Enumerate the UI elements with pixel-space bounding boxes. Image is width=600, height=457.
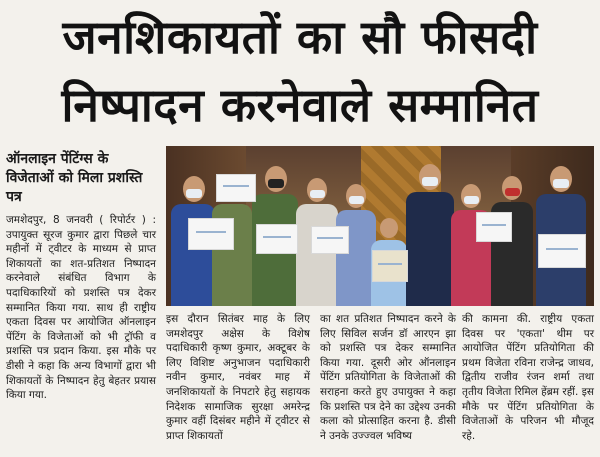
person-6	[406, 164, 454, 306]
headline-line-2: निष्पादन करनेवाले सम्मानित	[61, 78, 539, 132]
article-column-2: इस दौरान सितंबर माह के लिए जमशेदपुर अक्षेस के विशेष पदाधिकारी कृष्ण कुमार, अक्टूबर के लिए विशिष्ट अनुभाजन पदाधिकारी नवीन कुमार, नवंबर माह में जनशिकायतों के निपटारे हेतु सहायक निदेशक सामाजिक सुरक्षा अमरेन्द्र कुमार वहीं दिसंबर महीने में ट्वीटर से प्राप्त शिकायतों	[166, 313, 310, 442]
certificate-1	[188, 218, 234, 250]
certificate-6	[476, 212, 512, 242]
certificate-7	[538, 234, 586, 268]
article-column-3: का शत प्रतिशत निष्पादन करने के लिए सिविल सर्जन डॉ आरएन झा को प्रशस्ति पत्र देकर सम्मानित किया गया. दूसरी ओर ऑनलाइन पेंटिंग प्रतियोगिता के विजेताओं की सराहना करते हुए उपायुक्त ने कहा कि प्रशस्ति पत्र देने का उद्देश्य उनकी कला को प्रोत्साहित करना है. डीसी ने उनके उज्ज्वल भविष्य	[320, 313, 456, 442]
certificate-3	[216, 174, 256, 202]
certificate-5	[372, 250, 408, 282]
person-7	[451, 184, 491, 306]
sub-headline: ऑनलाइन पेंटिंग्स के विजेताओं को मिला प्रशस्ति पत्र	[6, 151, 143, 205]
article-column-1: जमशेदपुर, 8 जनवरी ( रिपोर्टर ) : उपायुक्त सूरज कुमार द्वारा पिछले चार महीनों में ट्वीटर के माध्यम से प्राप्त शिकायतों का शत-प्रतिशत निष्पादन करनेवाले संबंधित विभाग के पदाधिकारियों को प्रशस्ति पत्र देकर सम्मानित किया गया. साथ ही राष्ट्रीय एकता दिवस पर आयोजित ऑनलाइन पेंटिंग के विजेताओं को भी ट्रॉफी व प्रशस्ति पत्र प्रदान किया. इस मौके पर डीसी ने कहा कि अन्य विभागों द्वारा भी शिकायतों के निष्पादन हेतु बेहतर प्रयास किया गया.	[6, 214, 156, 402]
headline-line-1: जनशिकायतों का सौ फीसदी	[62, 10, 538, 64]
certificate-2	[256, 224, 298, 254]
certificate-4	[311, 226, 349, 254]
award-ceremony-photo	[166, 146, 594, 306]
article-column-4: की कामना की. राष्ट्रीय एकता दिवस पर 'एकता' थीम पर आयोजित पेंटिंग प्रतियोगिता की प्रथम विजेता रविना राजेन्द्र जाधव, द्वितीय राजीव रंजन शर्मा तथा तृतीय विजेता रिमिल हेंब्रम रहीं. इस मौके पर पेंटिंग प्रतियोगिता के विजेताओं के परिजन भी मौजूद रहे.	[462, 313, 594, 442]
